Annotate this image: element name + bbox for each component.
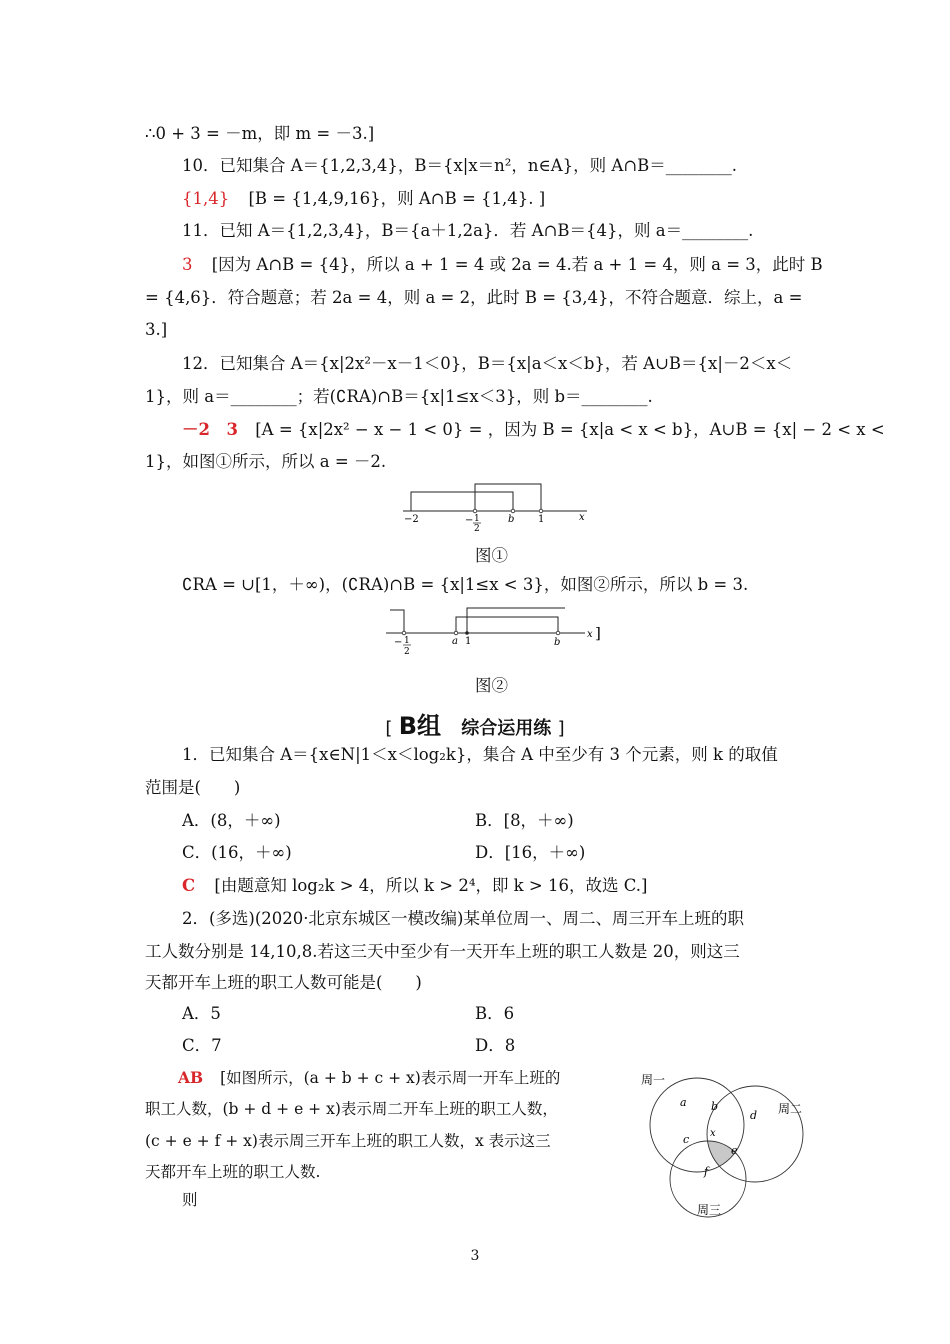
text-line: 工人数分别是 14,10,8.若这三天中至少有一天开车上班的职工人数是 20，则这三 xyxy=(145,942,740,961)
tick-label: 1 xyxy=(538,514,545,525)
question-12: 12．已知集合 A＝{x|2x²－x－1＜0}，B＝{x|a＜x＜b}，若 A∪B＝{x|－2＜x＜ xyxy=(182,354,793,373)
option-c: C．(16，＋∞) xyxy=(182,843,292,862)
region-a: a xyxy=(680,1096,687,1109)
open-point xyxy=(556,631,560,635)
page-number: 3 xyxy=(470,1248,480,1264)
section-group: B组 xyxy=(398,712,441,740)
open-point xyxy=(511,509,515,513)
text-line: 1}，如图①所示，所以 a = －2. xyxy=(145,452,387,471)
question-b1: 1．已知集合 A＝{x∈N|1＜x＜log₂k}，集合 A 中至少有 3 个元素，则 k 的取值 xyxy=(182,745,778,764)
question-b2: 2．(多选)(2020·北京东城区一模改编)某单位周一、周二、周三开车上班的职 xyxy=(182,909,744,928)
region-f: f xyxy=(704,1165,709,1178)
text-line: ∴0 + 3 = －m，即 m = －3.] xyxy=(145,124,375,143)
region-e: e xyxy=(731,1144,738,1157)
tick-label: 1 xyxy=(465,636,472,647)
section-title: 综合运用练 xyxy=(461,718,552,739)
closed-point xyxy=(465,631,469,635)
tick-label: − xyxy=(465,515,474,526)
option-b: B．[8，＋∞) xyxy=(475,811,574,830)
answer-explanation: [A = {x|2x² − x − 1 < 0} = ，因为 B = {x|a < x < b}，A∪B = {x| − 2 < x < xyxy=(255,420,885,439)
figure-caption: 图② xyxy=(475,676,508,695)
option-a: A．(8，＋∞) xyxy=(182,811,281,830)
region-c: c xyxy=(683,1133,690,1146)
answer-11 xyxy=(182,254,823,276)
venn-label-monday: 周一 xyxy=(641,1073,666,1087)
answer-label: 3 xyxy=(182,255,193,274)
venn-label-wednesday: 周三 xyxy=(697,1203,722,1217)
tick-label: b xyxy=(508,514,515,525)
open-point xyxy=(473,509,477,513)
answer-10 xyxy=(182,188,545,210)
answer-b2 xyxy=(178,1067,560,1089)
tick-label: x xyxy=(587,629,593,640)
option-a: A．5 xyxy=(182,1004,221,1023)
section-header xyxy=(0,706,950,741)
open-point xyxy=(454,631,458,635)
region-d: d xyxy=(750,1109,758,1122)
tick-label: − xyxy=(394,637,403,648)
answer-12 xyxy=(182,419,885,441)
answer-explanation: [因为 A∩B = {4}，所以 a + 1 = 4 或 2a = 4.若 a + 1 = 4，则 a = 3，此时 B xyxy=(211,255,823,274)
circle-tuesday xyxy=(707,1086,803,1182)
open-point xyxy=(539,509,543,513)
region-b: b xyxy=(711,1100,719,1113)
venn-label-tuesday: 周二 xyxy=(778,1102,803,1116)
number-line-figure-1 xyxy=(395,478,595,536)
interval-b xyxy=(456,617,558,633)
text-line: 天都开车上班的职工人数可能是( ) xyxy=(145,973,422,992)
text-line: 职工人数，(b + d + e + x)表示周二开车上班的职工人数， xyxy=(145,1100,558,1118)
option-d: D．[16，＋∞) xyxy=(475,843,586,862)
option-c: C．7 xyxy=(182,1036,222,1055)
number-line-figure-2 xyxy=(380,603,610,663)
open-point xyxy=(402,631,406,635)
answer-label: C xyxy=(182,876,196,895)
text-line: ∁RA = ∪[1，＋∞)，(∁RA)∩B = {x|1≤x < 3}，如图②所示，所以 b = 3. xyxy=(182,575,749,594)
answer-b1 xyxy=(182,875,647,897)
section-bracket-left: [ xyxy=(385,718,393,739)
figure-caption: 图① xyxy=(475,546,508,565)
tick-label: 1 xyxy=(404,636,410,646)
answer-explanation: [如图所示，(a + b + c + x)表示周一开车上班的 xyxy=(220,1069,561,1087)
question-10: 10．已知集合 A＝{1,2,3,4}，B＝{x|x＝n²，n∈A}，则 A∩B＝________. xyxy=(182,156,738,175)
text-line: 范围是( ) xyxy=(145,778,241,797)
tick-label: 2 xyxy=(404,647,410,657)
answer-label: {1,4} xyxy=(182,189,230,208)
text-line: 天都开车上班的职工人数. xyxy=(145,1163,321,1181)
region-x: x xyxy=(710,1128,716,1139)
tick-label: 2 xyxy=(474,524,480,534)
interval-b xyxy=(411,492,513,511)
tick-label: −2 xyxy=(404,514,419,525)
text-line: 1}，则 a＝________；若(∁RA)∩B＝{x|1≤x＜3}，则 b＝________. xyxy=(145,387,653,406)
tick-label: b xyxy=(554,637,561,648)
interval-left xyxy=(390,610,404,633)
text-line: = {4,6}．符合题意；若 2a = 4，则 a = 2，此时 B = {3,4}，不符合题意．综上，a = xyxy=(145,288,803,307)
text-line: 3.] xyxy=(145,320,168,339)
answer-explanation: [由题意知 log₂k > 4，所以 k > 2⁴，即 k > 16，故选 C.] xyxy=(214,876,648,895)
tick-label: 1 xyxy=(474,514,480,524)
answer-label: AB xyxy=(178,1068,204,1087)
section-bracket-right: ] xyxy=(557,718,565,739)
interval-a xyxy=(475,484,541,511)
answer-explanation: [B = {1,4,9,16}，则 A∩B = {1,4}. ] xyxy=(248,189,546,208)
option-d: D．8 xyxy=(475,1036,516,1055)
text-line: (c + e + f + x)表示周三开车上班的职工人数，x 表示这三 xyxy=(145,1132,551,1150)
option-b: B．6 xyxy=(475,1004,515,1023)
venn-diagram xyxy=(635,1062,815,1222)
question-11: 11．已知 A＝{1,2,3,4}，B＝{a＋1,2a}．若 A∩B＝{4}，则 a＝________. xyxy=(182,221,754,240)
tick-label: a xyxy=(452,636,458,647)
interval-right xyxy=(467,608,565,633)
text-line: 则 xyxy=(182,1191,198,1209)
tick-label: x xyxy=(579,512,585,523)
answer-label: －2 3 xyxy=(182,420,238,439)
closing-bracket: ] xyxy=(595,624,601,642)
